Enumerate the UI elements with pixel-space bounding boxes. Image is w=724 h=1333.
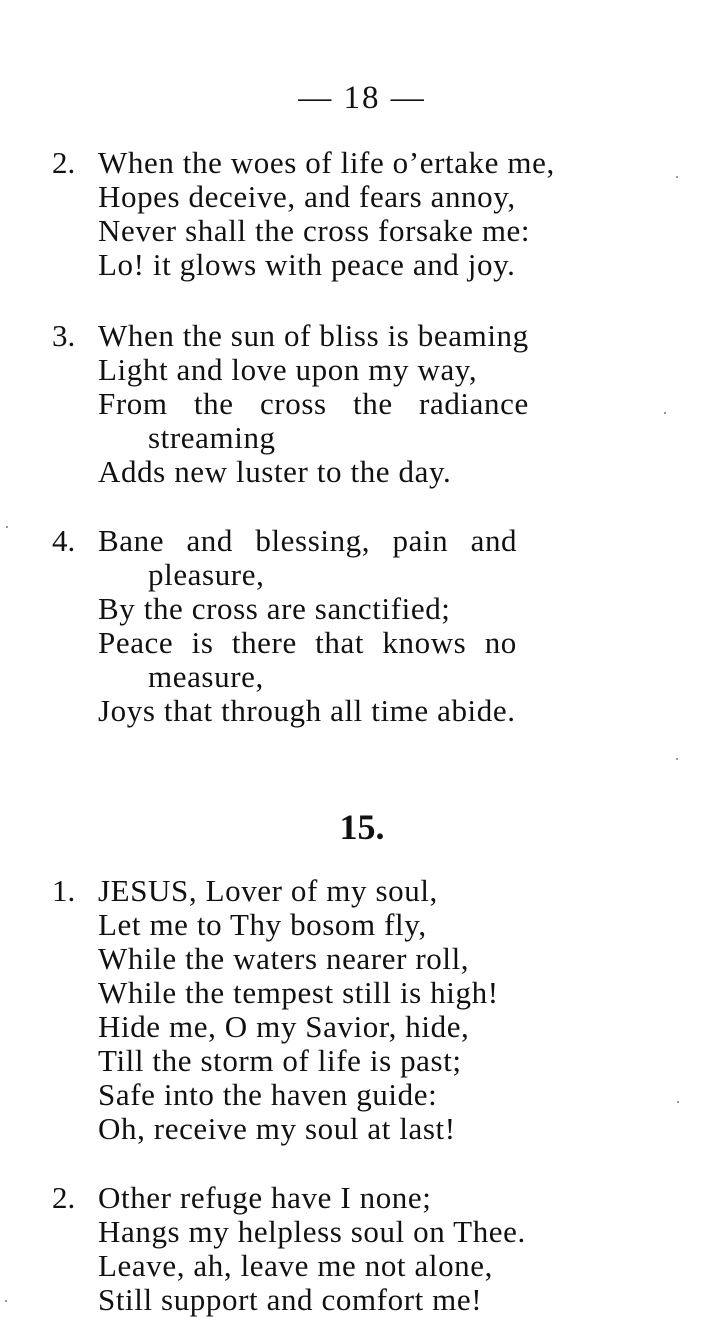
verse-line xyxy=(52,421,672,455)
print-speck xyxy=(677,1101,679,1103)
verse-line xyxy=(52,1010,672,1044)
verse-line-text: Peace is there that knows no xyxy=(98,625,517,660)
print-speck xyxy=(5,1300,7,1302)
verse-line xyxy=(52,1249,672,1283)
verse-line-text: Bane and blessing, pain and xyxy=(98,523,518,558)
verse-line xyxy=(52,319,672,353)
verse-line-text: When the woes of life o’ertake me, xyxy=(98,145,555,180)
verse-line-text: Light and love upon my way, xyxy=(98,352,478,387)
verse-line xyxy=(52,1112,672,1146)
verse-line-text: While the waters nearer roll, xyxy=(98,941,470,976)
verse-line-text: Oh, receive my soul at last! xyxy=(98,1111,456,1146)
verse-line-text: Lo! it glows with peace and joy. xyxy=(98,247,516,282)
verse-line-text: Still support and comfort me! xyxy=(98,1282,483,1317)
hymn-verse-2 xyxy=(52,1181,672,1317)
print-speck xyxy=(664,412,666,414)
hymn-verse-1 xyxy=(52,874,672,1146)
verse-line xyxy=(52,694,672,728)
verse-line xyxy=(52,248,672,282)
verse-line-text: Hangs my helpless soul on Thee. xyxy=(98,1214,526,1249)
verse-2 xyxy=(52,146,672,282)
verse-number: 2. xyxy=(52,1180,76,1215)
verse-line xyxy=(52,1283,672,1317)
verse-line xyxy=(52,942,672,976)
verse-line-text: Other refuge have I none; xyxy=(98,1180,432,1215)
verse-line xyxy=(52,1215,672,1249)
verse-line-text: Adds new luster to the day. xyxy=(98,454,452,489)
verse-line-text: JESUS, Lover of my soul, xyxy=(98,873,438,908)
verse-line xyxy=(52,146,672,180)
print-speck xyxy=(6,526,8,528)
verse-line xyxy=(52,976,672,1010)
verse-line xyxy=(52,524,672,558)
verse-line-text: pleasure, xyxy=(148,557,265,592)
verse-line-text: Hide me, O my Savior, hide, xyxy=(98,1009,470,1044)
verse-line-text: Let me to Thy bosom fly, xyxy=(98,907,427,942)
verse-line xyxy=(52,626,672,660)
verse-line xyxy=(52,1044,672,1078)
verse-line-text: Till the storm of life is past; xyxy=(98,1043,462,1078)
verse-line-text: streaming xyxy=(148,420,276,455)
verse-line-text: From the cross the radiance xyxy=(98,386,529,421)
verse-line-text: When the sun of bliss is beaming xyxy=(98,318,529,353)
verse-line-text: Hopes deceive, and fears annoy, xyxy=(98,179,516,214)
page-number: — 18 — xyxy=(298,80,426,116)
verse-number: 1. xyxy=(52,873,76,908)
verse-line xyxy=(52,1181,672,1215)
verse-line-text: Safe into the haven guide: xyxy=(98,1077,438,1112)
verse-3 xyxy=(52,319,672,489)
verse-line xyxy=(52,214,672,248)
verse-number: 2. xyxy=(52,145,76,180)
verse-line-text: While the tempest still is high! xyxy=(98,975,499,1010)
verse-number: 4. xyxy=(52,523,76,558)
verse-line xyxy=(52,387,672,421)
verse-line xyxy=(52,455,672,489)
verse-line xyxy=(52,180,672,214)
verse-4 xyxy=(52,524,672,728)
verse-line-text: By the cross are sanctified; xyxy=(98,591,451,626)
verse-line xyxy=(52,908,672,942)
hymn-number: 15. xyxy=(339,807,385,847)
verse-line xyxy=(52,874,672,908)
verse-line xyxy=(52,558,672,592)
print-speck xyxy=(676,176,678,178)
verse-number: 3. xyxy=(52,318,76,353)
print-speck xyxy=(676,758,678,760)
verse-line-text: measure, xyxy=(148,659,264,694)
verse-line xyxy=(52,1078,672,1112)
verse-line-text: Joys that through all time abide. xyxy=(98,693,516,728)
verse-line-text: Leave, ah, leave me not alone, xyxy=(98,1248,493,1283)
verse-line-text: Never shall the cross forsake me: xyxy=(98,213,531,248)
verse-line xyxy=(52,660,672,694)
verse-line xyxy=(52,353,672,387)
verse-line xyxy=(52,592,672,626)
